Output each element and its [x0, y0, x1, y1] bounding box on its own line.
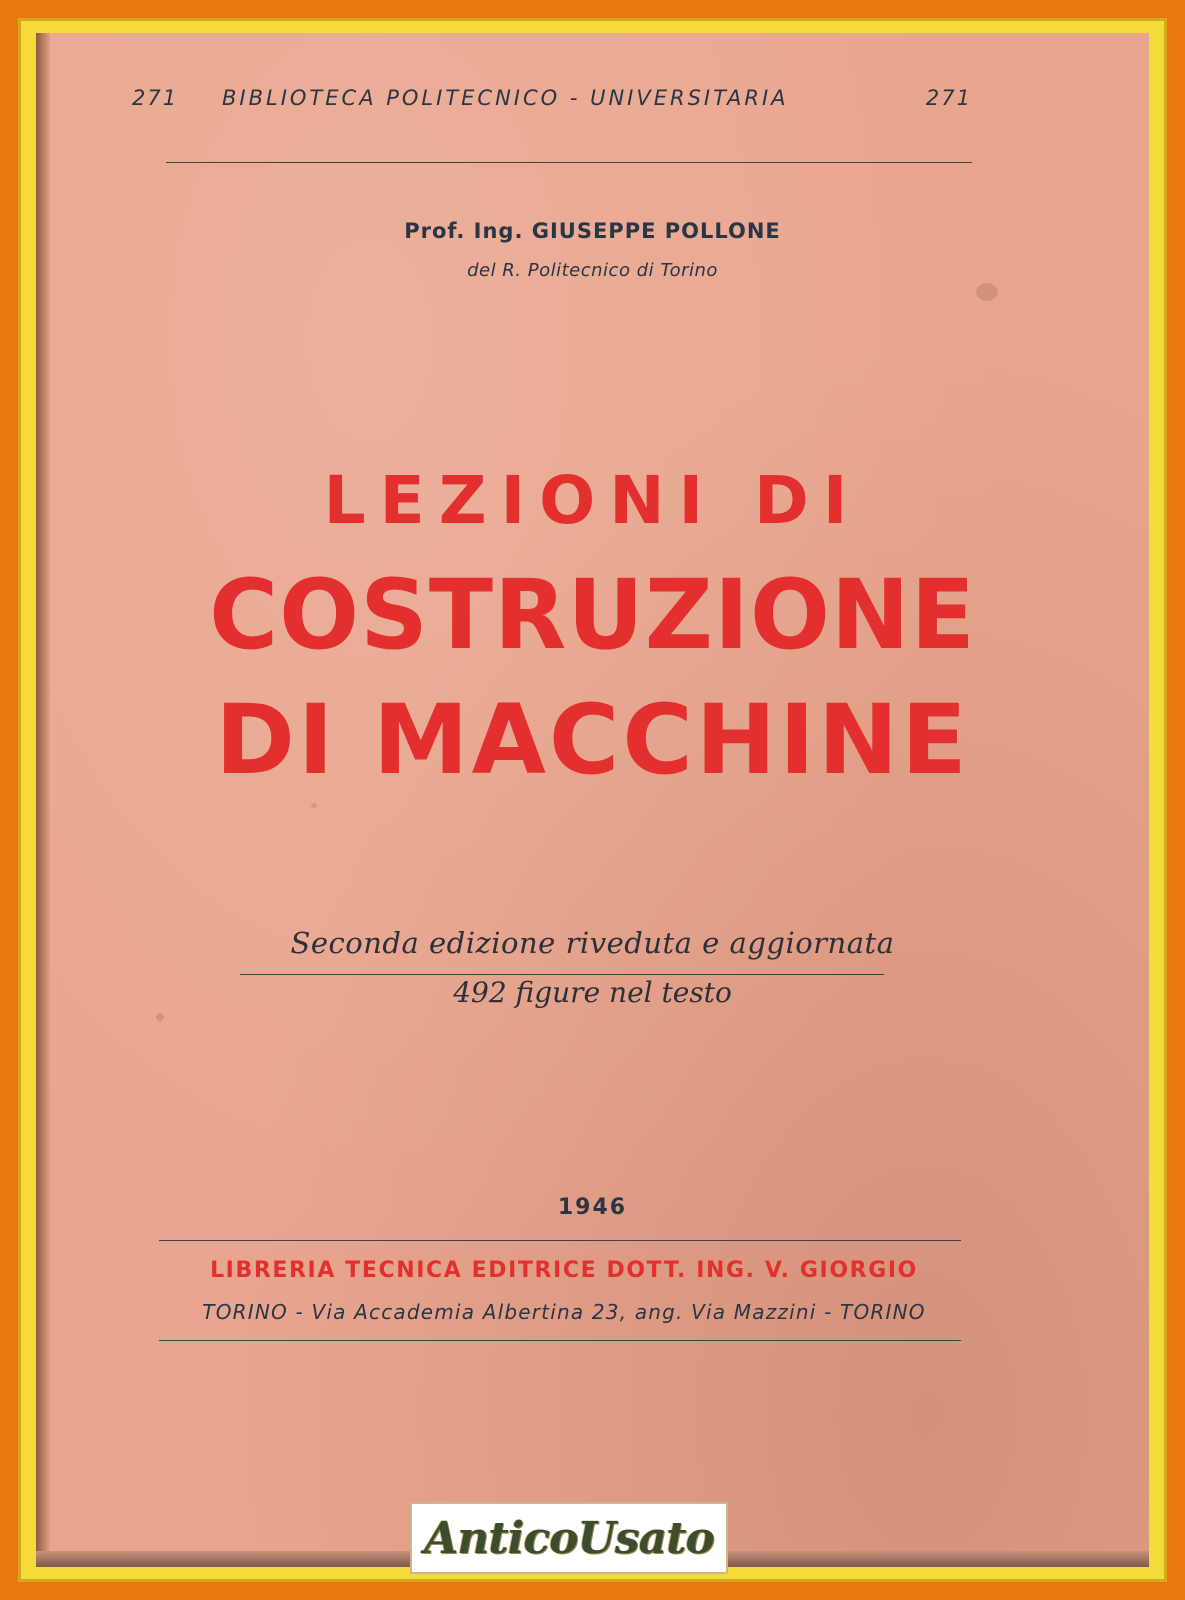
series-number-right: 271: [925, 86, 972, 110]
watermark-text: AnticoUsato: [424, 1512, 714, 1564]
author-affiliation: del R. Politecnico di Torino: [467, 260, 718, 281]
publisher-name: LIBRERIA TECNICA EDITRICE DOTT. ING. V. GIORGIO: [210, 1258, 918, 1283]
watermark-logo: [410, 1502, 728, 1574]
publisher-rule-top: [159, 1240, 961, 1241]
publisher-rule-bottom: [159, 1340, 961, 1341]
series-name: BIBLIOTECA POLITECNICO - UNIVERSITARIA: [222, 86, 789, 110]
stain: [156, 1013, 164, 1021]
title-line-2: COSTRUZIONE: [209, 559, 976, 671]
title-line-1: LEZIONI DI: [323, 462, 862, 539]
author-name: Prof. Ing. GIUSEPPE POLLONE: [404, 219, 781, 243]
stain: [311, 803, 317, 808]
title-line-3: DI MACCHINE: [215, 684, 970, 796]
publication-year: 1946: [557, 1195, 628, 1220]
edition-rule: [240, 974, 884, 975]
publisher-address: TORINO - Via Accademia Albertina 23, ang. Via Mazzini - TORINO: [202, 1300, 926, 1324]
series-header: [132, 86, 972, 116]
edition-text: Seconda edizione riveduta e aggiornata: [290, 926, 895, 960]
stain: [976, 283, 998, 301]
figure-count: 492 figure nel testo: [453, 976, 732, 1009]
header-rule: [166, 162, 972, 163]
series-number-left: 271: [132, 86, 179, 110]
